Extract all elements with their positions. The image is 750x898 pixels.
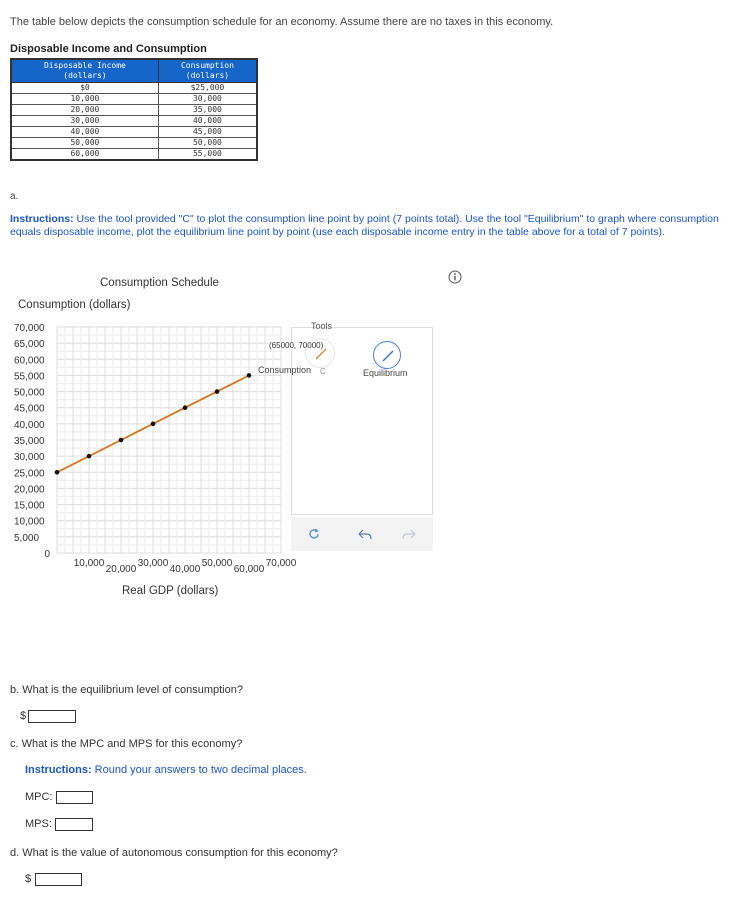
y-tick-label: 5,000 — [14, 532, 40, 544]
table-row: 50,000 50,000 — [11, 138, 257, 149]
redo-icon[interactable] — [401, 528, 417, 547]
x-axis-label: Real GDP (dollars) — [122, 585, 219, 597]
equilibrium-tool-button[interactable] — [373, 341, 401, 369]
chart-title: Consumption Schedule — [100, 277, 219, 289]
currency-symbol: $ — [25, 873, 32, 885]
part-a-instructions — [10, 213, 730, 239]
y-tick-label: 20,000 — [14, 484, 45, 496]
y-tick-label: 15,000 — [14, 500, 45, 512]
consumption-tool-label: Consumption — [258, 365, 312, 375]
intro-text: The table below depicts the consumption schedule for an economy. Assume there are no taxes in this economy. — [10, 16, 554, 28]
x-tick-label: 50,000 — [201, 558, 233, 569]
x-tick-label: 30,000 — [137, 558, 169, 569]
equilibrium-tool-label: Equilibrium — [363, 368, 408, 378]
x-tick-label: 70,000 — [265, 558, 297, 569]
mps-input[interactable] — [55, 818, 93, 831]
y-tick-label: 50,000 — [14, 387, 45, 399]
table-row: 10,000 30,000 — [11, 94, 257, 105]
question-c: c. What is the MPC and MPS for this economy? — [10, 738, 243, 750]
y-tick-label: 55,000 — [14, 371, 45, 383]
consumption-point — [55, 470, 60, 475]
y-tick-label: 25,000 — [14, 468, 45, 480]
consumption-tool-letter: C — [320, 367, 326, 376]
instructions-label: Instructions: — [25, 764, 92, 776]
y-tick-label: 35,000 — [14, 436, 45, 447]
table-header-consumption: Consumption (dollars) — [158, 59, 257, 83]
x-tick-label: 20,000 — [105, 564, 137, 575]
question-b: b. What is the equilibrium level of consumption? — [10, 684, 243, 696]
consumption-point — [87, 454, 92, 459]
tools-title: Tools — [311, 321, 333, 331]
y-tick-label: 70,000 — [14, 323, 45, 334]
currency-symbol: $ — [20, 710, 27, 722]
part-c-instructions — [25, 764, 307, 776]
x-tick-label: 10,000 — [73, 558, 105, 569]
y-tick-label: 10,000 — [14, 516, 45, 528]
y-tick-label: 40,000 — [14, 419, 45, 431]
mpc-label: MPC: — [25, 791, 53, 803]
y-tick-label: 30,000 — [14, 452, 45, 464]
table-row: 60,000 55,000 — [11, 149, 257, 161]
undo-icon[interactable] — [357, 528, 373, 547]
x-tick-label: 40,000 — [169, 564, 201, 575]
consumption-point — [183, 405, 188, 410]
mpc-input[interactable] — [56, 791, 93, 804]
coordinate-tooltip: (65000, 70000) — [269, 341, 324, 350]
autonomous-consumption-input[interactable] — [35, 873, 82, 886]
table-row: 20,000 35,000 — [11, 105, 257, 116]
consumption-point — [119, 438, 124, 443]
table-title: Disposable Income and Consumption — [10, 43, 207, 55]
table-row: $0 $25,000 — [11, 83, 257, 94]
y-tick-label: 65,000 — [14, 339, 45, 351]
y-axis-label: Consumption (dollars) — [18, 299, 131, 311]
equilibrium-line-icon — [374, 342, 402, 370]
instructions-text: Use the tool provided "C" to plot the consumption line point by point (7 points total). Use the tool "Equilibrium" to graph where consumption equals disposable income, plot the equilibrium line point by point (use each disposable income entry in the table above for a total of 7 points). — [10, 213, 719, 238]
question-d: d. What is the value of autonomous consumption for this economy? — [10, 847, 338, 859]
instructions-label: Instructions: — [10, 213, 74, 225]
y-tick-label: 0 — [44, 549, 50, 560]
consumption-point — [215, 389, 220, 394]
y-tick-label: 60,000 — [14, 355, 45, 367]
info-icon[interactable] — [448, 270, 462, 289]
x-tick-label: 60,000 — [233, 564, 265, 575]
table-header-income: Disposable Income (dollars) — [11, 59, 158, 83]
part-a-label: a. — [10, 191, 19, 202]
y-tick-label: 45,000 — [14, 403, 45, 415]
reset-icon[interactable] — [307, 527, 321, 546]
table-row: 30,000 40,000 — [11, 116, 257, 127]
consumption-point — [247, 373, 252, 378]
mps-label: MPS: — [25, 818, 52, 830]
consumption-table — [10, 58, 258, 161]
table-row: 40,000 45,000 — [11, 127, 257, 138]
equilibrium-consumption-input[interactable] — [28, 710, 76, 723]
instructions-text: Round your answers to two decimal places. — [91, 764, 307, 776]
consumption-point — [151, 422, 156, 427]
